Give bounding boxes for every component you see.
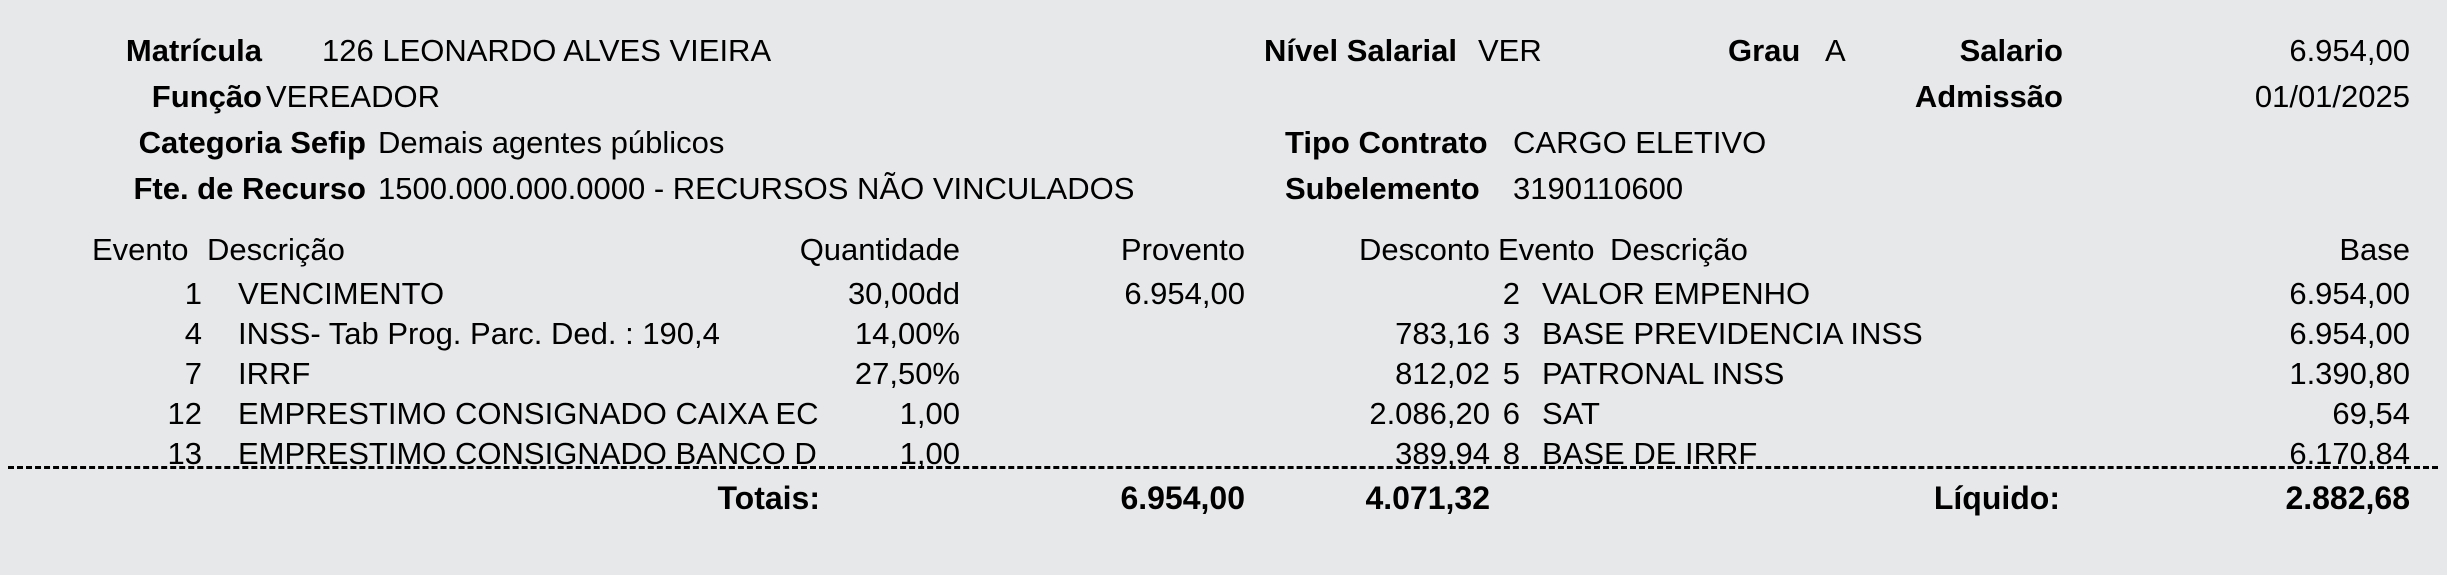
matricula-value: 126 LEONARDO ALVES VIEIRA [322,33,772,68]
header-row-4 [0,166,2447,212]
column-header-evento-right: Evento [1498,232,1595,267]
salario-label: Salario [1959,33,2063,68]
cell-quantidade: 1,00 [899,396,960,431]
cell-evento: 1 [184,276,202,311]
header-row-3 [0,120,2447,166]
cell-base: 1.390,80 [2289,356,2410,391]
cell-provento: 6.954,00 [1124,276,1245,311]
grau-label: Grau [1728,33,1801,68]
categoria-sefip-value: Demais agentes públicos [378,125,725,160]
cell-evento: 13 [167,436,202,471]
cell-descricao-right: BASE DE IRRF [1542,436,1758,471]
column-header-descricao-right: Descrição [1610,232,1748,267]
cell-evento-right: 5 [1502,356,1520,391]
cell-base: 6.954,00 [2289,276,2410,311]
cell-descricao: EMPRESTIMO CONSIGNADO BANCO D [238,436,817,471]
cell-descricao: IRRF [238,356,311,391]
categoria-sefip-label: Categoria Sefip [138,125,366,160]
column-header-descricao-left: Descrição [207,232,345,267]
cell-evento-right: 3 [1502,316,1520,351]
totais-desconto: 4.071,32 [1365,480,1490,516]
cell-desconto: 812,02 [1395,356,1490,391]
cell-quantidade: 1,00 [899,436,960,471]
cell-quantidade: 30,00dd [847,276,960,311]
cell-evento-right: 2 [1502,276,1520,311]
column-header-provento: Provento [1120,232,1245,267]
subelemento-label: Subelemento [1285,171,1480,206]
cell-evento: 4 [184,316,202,351]
matricula-label: Matrícula [125,33,262,68]
cell-quantidade: 14,00% [854,316,960,351]
table-row [0,274,2447,314]
cell-descricao-right: SAT [1542,396,1600,431]
cell-descricao-right: VALOR EMPENHO [1542,276,1811,311]
cell-base: 6.170,84 [2289,436,2410,471]
totais-label: Totais: [717,480,820,516]
funcao-value: VEREADOR [266,79,440,114]
liquido-label: Líquido: [1933,480,2060,516]
nivel-salarial-value: VER [1478,33,1542,68]
cell-descricao: INSS- Tab Prog. Parc. Ded. : 190,4 [238,316,720,351]
cell-evento: 12 [167,396,202,431]
table-row [0,394,2447,434]
column-header-base: Base [2339,232,2410,267]
admissao-label: Admissão [1914,79,2063,114]
fonte-recurso-value: 1500.000.000.0000 - RECURSOS NÃO VINCULADOS [378,171,1135,206]
cell-evento: 7 [184,356,202,391]
column-header-evento-left: Evento [92,232,189,267]
nivel-salarial-label: Nível Salarial [1264,33,1458,68]
totals-divider [8,466,2438,469]
column-header-desconto: Desconto [1359,232,1490,267]
cell-base: 69,54 [2332,396,2410,431]
subelemento-value: 3190110600 [1513,171,1684,206]
table-row [0,354,2447,394]
tipo-contrato-value: CARGO ELETIVO [1513,125,1767,160]
cell-descricao-right: BASE PREVIDENCIA INSS [1542,316,1923,351]
events-table [0,228,2447,474]
table-row [0,314,2447,354]
tipo-contrato-label: Tipo Contrato [1285,125,1488,160]
funcao-label: Função [151,79,262,114]
cell-descricao-right: PATRONAL INSS [1542,356,1785,391]
header-row-2 [0,74,2447,120]
grau-value: A [1825,33,1846,68]
column-header-quantidade: Quantidade [799,232,960,267]
cell-base: 6.954,00 [2289,316,2410,351]
totals-row [0,474,2447,522]
cell-desconto: 389,94 [1395,436,1490,471]
cell-evento-right: 8 [1502,436,1520,471]
cell-desconto: 783,16 [1395,316,1490,351]
salario-value: 6.954,00 [2289,33,2410,68]
cell-descricao: EMPRESTIMO CONSIGNADO CAIXA EC [238,396,819,431]
header-row-1 [0,28,2447,74]
totais-provento: 6.954,00 [1120,480,1245,516]
cell-desconto: 2.086,20 [1369,396,1490,431]
admissao-value: 01/01/2025 [2254,79,2410,114]
table-rows [0,274,2447,474]
table-column-headers [0,228,2447,272]
fonte-recurso-label: Fte. de Recurso [133,171,366,206]
cell-quantidade: 27,50% [854,356,960,391]
liquido-value: 2.882,68 [2285,480,2410,516]
cell-evento-right: 6 [1502,396,1520,431]
cell-descricao: VENCIMENTO [238,276,445,311]
employee-header [0,28,2447,212]
